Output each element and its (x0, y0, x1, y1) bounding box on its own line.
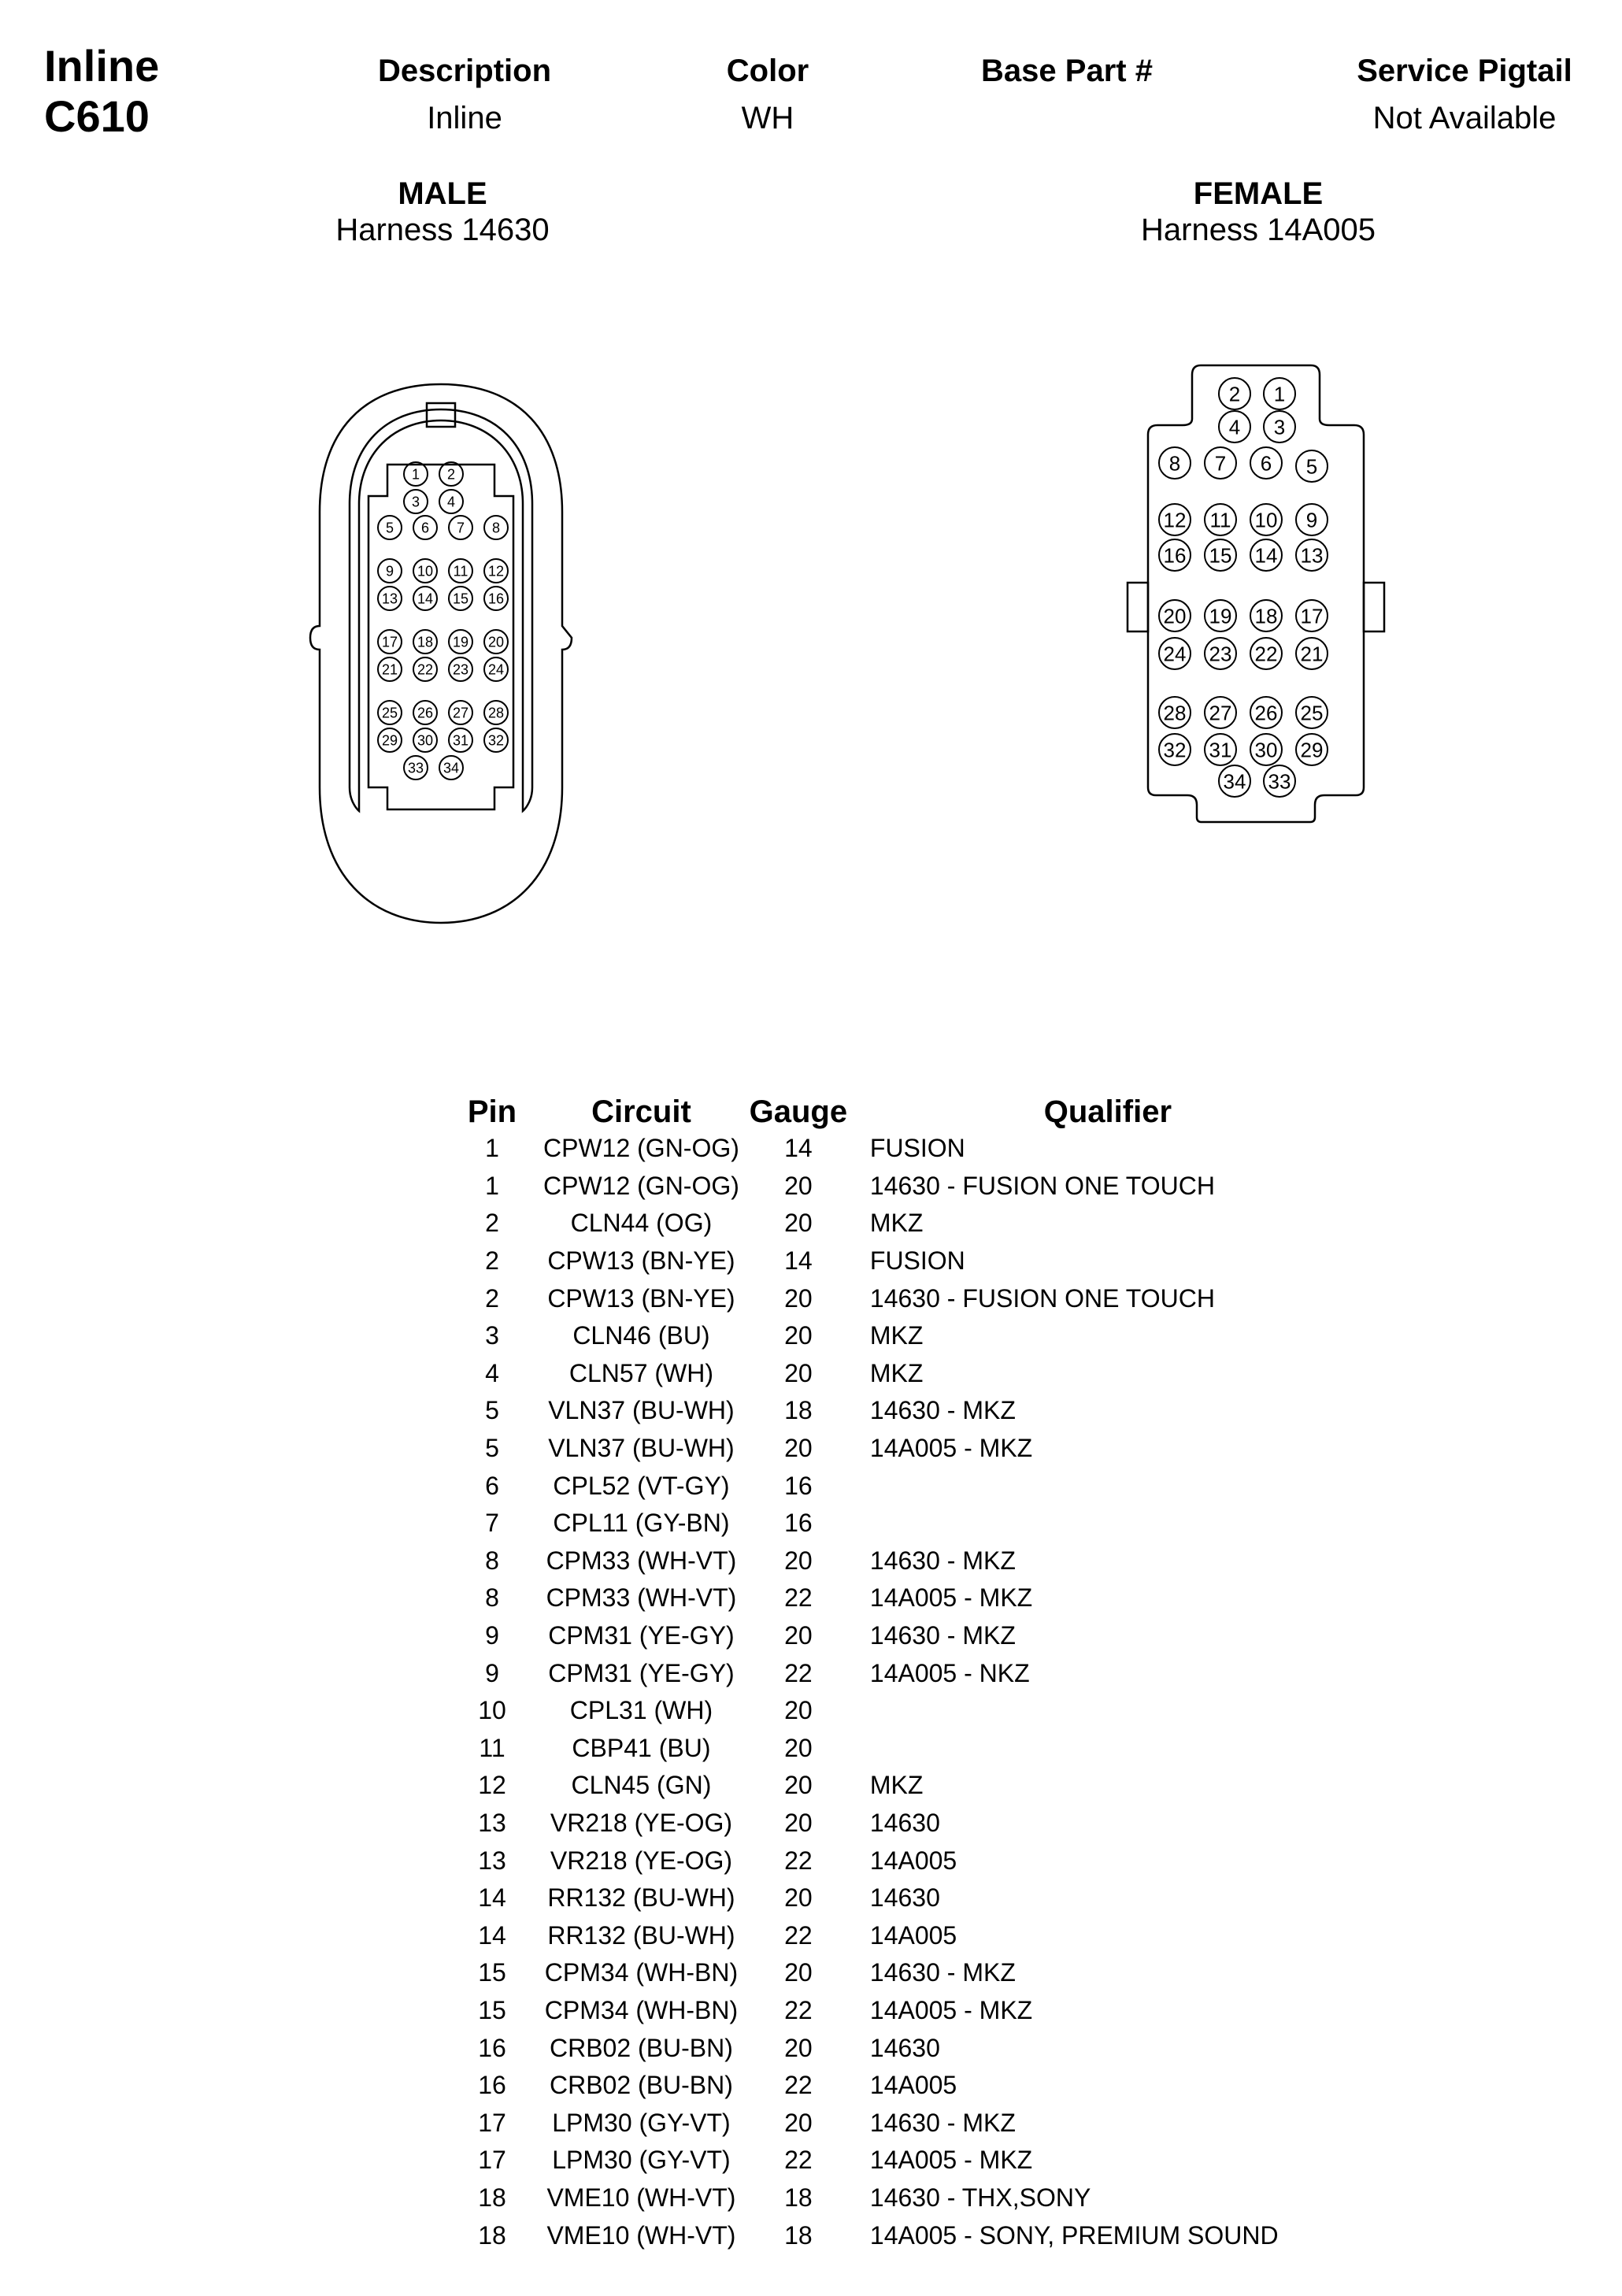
table-row (441, 1392, 1358, 1430)
circuit-cell: CPL11 (GY-BN) (553, 1509, 730, 1538)
table-row (441, 1767, 1358, 1805)
pin-cell: 4 (485, 1358, 499, 1387)
circuit-cell: LPM30 (GY-VT) (552, 2146, 731, 2175)
gauge-cell: 20 (784, 1883, 813, 1913)
female-cavity-label: 26 (1254, 701, 1278, 725)
male-cavity-label: 13 (381, 591, 398, 607)
female-cavity-label: 4 (1228, 415, 1241, 439)
circuit-cell: CPL31 (WH) (569, 1696, 713, 1725)
gauge-cell: 14 (784, 1246, 813, 1276)
qualifier-header: Qualifier (1043, 1094, 1172, 1129)
table-row (441, 1430, 1358, 1468)
female-cavity-label: 21 (1300, 642, 1324, 666)
table-row (441, 1992, 1358, 2030)
pin-cell: 15 (478, 1958, 506, 1987)
qualifier-cell: 14A005 - NKZ (869, 1658, 1030, 1687)
female-cavity-label: 25 (1300, 701, 1324, 725)
circuit-cell: CBP41 (BU) (572, 1733, 711, 1762)
table-row (441, 1916, 1358, 1954)
table-row (441, 2029, 1358, 2067)
male-cavity-label: 12 (487, 563, 505, 580)
pin-cell: 6 (485, 1471, 499, 1500)
male-cavity-label: 33 (407, 760, 424, 776)
male-cavity-label: 24 (487, 661, 505, 678)
male-cavity-label: 2 (446, 466, 456, 483)
gauge-cell: 20 (784, 1621, 813, 1650)
pin-table (441, 1083, 1358, 2254)
pin-cell: 1 (485, 1171, 499, 1200)
female-cavity-label: 13 (1300, 543, 1324, 568)
pin-cell: 13 (478, 1808, 506, 1837)
male-cavity-label: 31 (452, 732, 469, 749)
pin-cell: 14 (478, 1920, 506, 1950)
gauge-cell: 18 (784, 1396, 813, 1425)
color-header: Color (726, 54, 809, 88)
female-cavity-label: 10 (1254, 508, 1278, 532)
pin-cell: 5 (485, 1396, 499, 1425)
table-row (441, 1617, 1358, 1655)
qualifier-cell: 14A005 (869, 1846, 957, 1875)
gauge-header: Gauge (749, 1094, 848, 1129)
circuit-cell: CRB02 (BU-BN) (549, 2033, 733, 2062)
pin-cell: 9 (485, 1658, 499, 1687)
circuit-cell: CPM31 (YE-GY) (548, 1621, 735, 1650)
male-title: MALE (398, 176, 487, 211)
connector-title (44, 41, 159, 142)
female-cavity-label: 9 (1305, 508, 1318, 532)
female-cavity-label: 1 (1273, 382, 1286, 406)
female-cavity-label: 27 (1209, 701, 1232, 725)
pin-cell: 18 (478, 2183, 506, 2212)
connector-id: C610 (44, 91, 150, 141)
female-cavity-label: 7 (1214, 451, 1227, 476)
male-cavity-label: 5 (385, 520, 394, 536)
gauge-cell: 20 (784, 1808, 813, 1837)
pin-cell: 15 (478, 1995, 506, 2024)
pin-cell: 12 (478, 1771, 506, 1800)
gauge-cell: 20 (784, 1321, 813, 1350)
circuit-cell: CPL52 (VT-GY) (553, 1471, 730, 1500)
gauge-cell: 20 (784, 1209, 813, 1238)
circuit-cell: VME10 (WH-VT) (546, 2220, 736, 2250)
circuit-cell: CPM34 (WH-BN) (544, 1958, 739, 1987)
qualifier-cell: 14A005 - SONY, PREMIUM SOUND (869, 2220, 1279, 2250)
gauge-cell: 20 (784, 1696, 813, 1725)
male-cavity-label: 27 (452, 705, 469, 721)
gauge-cell: 22 (784, 2071, 813, 2100)
gauge-cell: 22 (784, 2146, 813, 2175)
male-cavity-label: 22 (417, 661, 434, 678)
table-row (441, 1130, 1358, 1168)
pin-cell: 2 (485, 1246, 499, 1276)
qualifier-cell: 14630 - MKZ (869, 1396, 1016, 1425)
pin-cell: 3 (485, 1321, 499, 1350)
female-cavity-label: 31 (1209, 738, 1232, 762)
male-harness: Harness 14630 (335, 213, 550, 247)
pin-cell: 9 (485, 1621, 499, 1650)
female-connector-diagram (1118, 362, 1394, 827)
qualifier-cell: MKZ (869, 1358, 924, 1387)
circuit-cell: VR218 (YE-OG) (550, 1846, 733, 1875)
description-header: Description (377, 54, 552, 88)
male-cavity-label: 11 (453, 563, 468, 580)
circuit-cell: LPM30 (GY-VT) (552, 2108, 731, 2137)
gauge-cell: 22 (784, 1583, 813, 1613)
gauge-cell: 20 (784, 1283, 813, 1313)
table-row (441, 1355, 1358, 1393)
table-row (441, 1279, 1358, 1317)
pin-cell: 8 (485, 1583, 499, 1613)
circuit-cell: VME10 (WH-VT) (546, 2183, 736, 2212)
table-row (441, 1467, 1358, 1505)
pin-cell: 16 (478, 2033, 506, 2062)
pin-header: Pin (467, 1094, 517, 1129)
table-row (441, 1242, 1358, 1280)
circuit-cell: CLN46 (BU) (572, 1321, 710, 1350)
gauge-cell: 20 (784, 1434, 813, 1463)
circuit-cell: CPM31 (YE-GY) (548, 1658, 735, 1687)
description-value: Inline (427, 101, 502, 135)
female-cavity-label: 32 (1163, 738, 1187, 762)
female-cavity-label: 20 (1163, 604, 1187, 628)
female-title: FEMALE (1193, 176, 1324, 211)
female-cavity-label: 33 (1268, 769, 1291, 794)
qualifier-cell: 14630 (869, 1883, 940, 1913)
pin-cell: 8 (485, 1546, 499, 1575)
pin-cell: 11 (479, 1733, 505, 1762)
table-row (441, 1542, 1358, 1580)
male-cavity-label: 34 (443, 760, 460, 776)
table-row (441, 2067, 1358, 2105)
table-row (441, 1879, 1358, 1917)
male-cavity-label: 32 (487, 732, 505, 749)
qualifier-cell (857, 1467, 1358, 1505)
qualifier-cell (857, 1730, 1358, 1768)
pin-cell: 14 (478, 1883, 506, 1913)
qualifier-cell: FUSION (869, 1246, 965, 1276)
table-row (441, 2104, 1358, 2142)
qualifier-cell: 14630 - MKZ (869, 2108, 1016, 2137)
female-left-latch (1128, 583, 1148, 631)
female-cavity-label: 17 (1300, 604, 1324, 628)
qualifier-cell (857, 1692, 1358, 1730)
female-cavity-label: 28 (1163, 701, 1187, 725)
male-cavity-label: 26 (417, 705, 434, 721)
pin-cell: 1 (485, 1134, 499, 1163)
table-row (441, 1842, 1358, 1879)
male-cavity-label: 29 (381, 732, 398, 749)
gauge-cell: 20 (784, 1546, 813, 1575)
circuit-cell: CPW13 (BN-YE) (547, 1246, 735, 1276)
table-row (441, 1168, 1358, 1205)
table-row (441, 1205, 1358, 1242)
gauge-cell: 22 (784, 1846, 813, 1875)
table-row (441, 1317, 1358, 1355)
gauge-cell: 18 (784, 2220, 813, 2250)
circuit-cell: VLN37 (BU-WH) (548, 1434, 735, 1463)
qualifier-cell: 14630 - MKZ (869, 1546, 1016, 1575)
qualifier-cell: 14630 - FUSION ONE TOUCH (869, 1171, 1215, 1200)
table-row (441, 2142, 1358, 2179)
circuit-cell: CPM34 (WH-BN) (544, 1995, 739, 2024)
gauge-cell: 16 (784, 1471, 813, 1500)
table-row (441, 1954, 1358, 1992)
male-cavity-label: 15 (452, 591, 469, 607)
gauge-cell: 20 (784, 1171, 813, 1200)
male-cavity-label: 25 (381, 705, 398, 721)
table-row (441, 1730, 1358, 1768)
pin-cell: 5 (485, 1434, 499, 1463)
gauge-cell: 18 (784, 2183, 813, 2212)
female-harness: Harness 14A005 (1141, 213, 1376, 247)
circuit-cell: CPW13 (BN-YE) (547, 1283, 735, 1313)
qualifier-cell: 14A005 - MKZ (869, 1583, 1033, 1613)
gauge-cell: 20 (784, 1733, 813, 1762)
table-row (441, 1654, 1358, 1692)
table-row (441, 2179, 1358, 2217)
qualifier-cell: 14630 (869, 2033, 940, 2062)
gauge-cell: 14 (784, 1134, 813, 1163)
female-cavity-label: 16 (1163, 543, 1187, 568)
circuit-cell: CLN45 (GN) (571, 1771, 712, 1800)
qualifier-cell: 14630 - MKZ (869, 1958, 1016, 1987)
male-connector-key (427, 403, 455, 427)
gauge-cell: 20 (784, 1958, 813, 1987)
qualifier-cell: 14A005 (869, 2071, 957, 2100)
male-cavity-label: 6 (420, 520, 430, 536)
pin-cell: 17 (478, 2146, 506, 2175)
female-cavity-label: 11 (1209, 508, 1231, 532)
gauge-cell: 22 (784, 1995, 813, 2024)
male-cavity-label: 3 (411, 494, 420, 510)
gauge-cell: 20 (784, 2033, 813, 2062)
female-cavity-label: 2 (1228, 382, 1241, 406)
gauge-cell: 16 (784, 1509, 813, 1538)
female-cavity-label: 19 (1209, 604, 1232, 628)
female-cavity-label: 22 (1254, 642, 1278, 666)
circuit-header: Circuit (591, 1094, 691, 1129)
table-row (441, 2216, 1358, 2254)
circuit-cell: RR132 (BU-WH) (547, 1883, 735, 1913)
female-cavity-label: 29 (1300, 738, 1324, 762)
female-cavity-label: 23 (1209, 642, 1232, 666)
circuit-cell: CPM33 (WH-VT) (546, 1546, 737, 1575)
qualifier-cell: 14630 - FUSION ONE TOUCH (869, 1283, 1215, 1313)
pin-cell: 2 (485, 1283, 499, 1313)
qualifier-cell: MKZ (869, 1321, 924, 1350)
table-row (441, 1505, 1358, 1542)
circuit-cell: VLN37 (BU-WH) (548, 1396, 735, 1425)
male-cavity-label: 9 (385, 563, 394, 580)
male-cavity-label: 19 (452, 634, 469, 650)
female-cavity-label: 6 (1260, 451, 1272, 476)
male-cavity-label: 17 (381, 634, 398, 650)
male-cavity-label: 18 (417, 634, 434, 650)
male-cavity-label: 16 (487, 591, 505, 607)
female-right-latch (1364, 583, 1384, 631)
qualifier-cell: 14A005 - MKZ (869, 1434, 1033, 1463)
male-cavity-label: 21 (381, 661, 398, 678)
color-value: WH (741, 101, 794, 135)
pin-table-header (441, 1083, 1358, 1130)
male-cavity-label: 30 (417, 732, 434, 749)
male-cavity-label: 28 (487, 705, 505, 721)
circuit-cell: CPW12 (GN-OG) (543, 1171, 739, 1200)
female-cavity-label: 12 (1163, 508, 1187, 532)
female-cavity-label: 34 (1223, 769, 1246, 794)
female-cavity-label: 15 (1209, 543, 1232, 568)
circuit-cell: CRB02 (BU-BN) (549, 2071, 733, 2100)
female-cavity-label: 3 (1273, 415, 1286, 439)
circuit-cell: CPM33 (WH-VT) (546, 1583, 737, 1613)
pin-cell: 13 (478, 1846, 506, 1875)
male-cavity-label: 1 (411, 466, 420, 483)
female-cavity-label: 5 (1305, 454, 1318, 479)
circuit-cell: CLN44 (OG) (570, 1209, 713, 1238)
qualifier-cell: 14630 - THX,SONY (869, 2183, 1091, 2212)
table-row (441, 1805, 1358, 1842)
qualifier-cell: 14630 (869, 1808, 940, 1837)
qualifier-cell (857, 1505, 1358, 1542)
male-cavity-label: 10 (417, 563, 434, 580)
gauge-cell: 22 (784, 1658, 813, 1687)
male-cavity-label: 20 (487, 634, 505, 650)
table-row (441, 1692, 1358, 1730)
qualifier-cell: FUSION (869, 1134, 965, 1163)
table-row (441, 1579, 1358, 1617)
gauge-cell: 20 (784, 1771, 813, 1800)
pin-cell: 2 (485, 1209, 499, 1238)
male-cavity-label: 23 (452, 661, 469, 678)
qualifier-cell: 14630 - MKZ (869, 1621, 1016, 1650)
qualifier-cell: 14A005 - MKZ (869, 1995, 1033, 2024)
gauge-cell: 20 (784, 1358, 813, 1387)
female-cavity-label: 30 (1254, 738, 1278, 762)
gauge-cell: 22 (784, 1920, 813, 1950)
male-cavity-label: 4 (446, 494, 456, 510)
circuit-cell: RR132 (BU-WH) (547, 1920, 735, 1950)
male-cavity-label: 7 (456, 520, 465, 536)
service-pigtail-header: Service Pigtail (1357, 54, 1572, 88)
connector-type: Inline (44, 41, 160, 91)
pin-cell: 17 (478, 2108, 506, 2137)
service-pigtail-value: Not Available (1372, 101, 1557, 135)
female-cavity-label: 18 (1254, 604, 1278, 628)
male-cavity-label: 8 (491, 520, 501, 536)
pin-cell: 18 (478, 2220, 506, 2250)
qualifier-cell: MKZ (869, 1209, 924, 1238)
qualifier-cell: 14A005 - MKZ (869, 2146, 1033, 2175)
gauge-cell: 20 (784, 2108, 813, 2137)
female-cavity-label: 14 (1254, 543, 1278, 568)
male-cavity-label: 14 (417, 591, 434, 607)
female-cavity-label: 24 (1163, 642, 1187, 666)
base-part-header: Base Part # (981, 54, 1153, 88)
pin-cell: 7 (485, 1509, 499, 1538)
qualifier-cell: 14A005 (869, 1920, 957, 1950)
circuit-cell: CPW12 (GN-OG) (543, 1134, 739, 1163)
male-connector-diagram (299, 378, 583, 929)
circuit-cell: CLN57 (WH) (568, 1358, 713, 1387)
female-cavity-label: 8 (1168, 451, 1181, 476)
qualifier-cell: MKZ (869, 1771, 924, 1800)
pin-cell: 10 (478, 1696, 506, 1725)
circuit-cell: VR218 (YE-OG) (550, 1808, 733, 1837)
pin-cell: 16 (478, 2071, 506, 2100)
